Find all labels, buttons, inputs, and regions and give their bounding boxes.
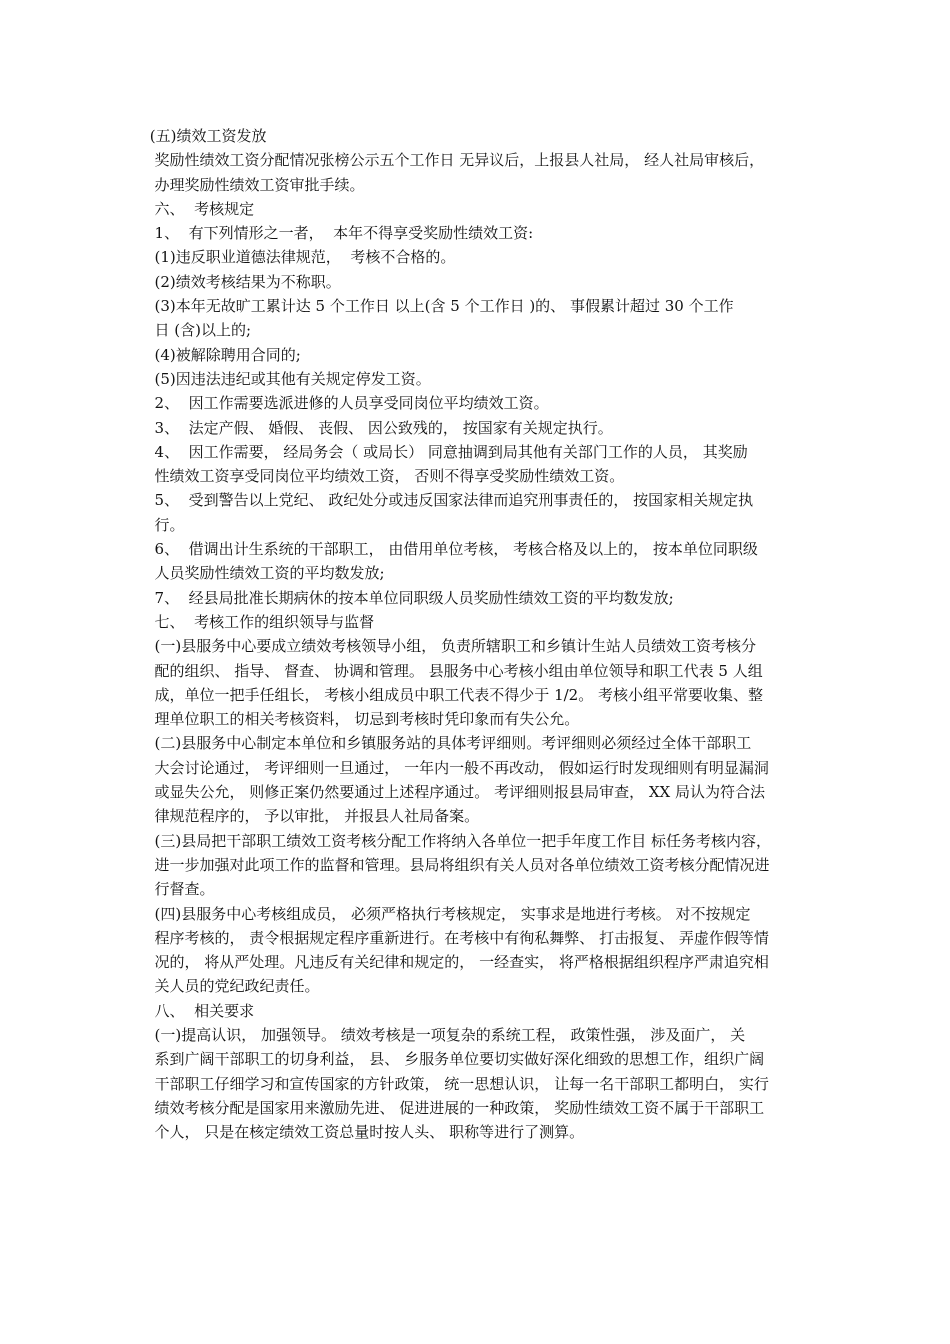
text-line: 况的， 将从严处理。凡违反有关纪律和规定的， 一经查实， 将严格根据组织程序严肃追究相 bbox=[145, 953, 769, 972]
text-line: 性绩效工资享受同岗位平均绩效工资， 否则不得享受奖励性绩效工资。 bbox=[145, 467, 625, 486]
text-line: 奖励性绩效工资分配情况张榜公示五个工作日 无异议后，上报县人社局， 经人社局审核后， bbox=[145, 151, 765, 170]
text-line: (一)提高认识， 加强领导。 绩效考核是一项复杂的系统工程， 政策性强， 涉及面广， 关 bbox=[145, 1025, 746, 1044]
text-line: 行。 bbox=[145, 515, 185, 534]
text-line: 关人员的党纪政纪责任。 bbox=[145, 977, 320, 996]
text-line: 人员奖励性绩效工资的平均数发放; bbox=[145, 564, 385, 583]
text-line: 程序考核的， 责令根据规定程序重新进行。在考核中有徇私舞弊、 打击报复、 弄虚作假等情 bbox=[145, 928, 769, 947]
text-line: (三)县局把干部职工绩效工资考核分配工作将纳入各单位一把手年度工作目 标任务考核内容， bbox=[145, 831, 772, 850]
text-line: 律规范程序的， 予以审批， 并报县人社局备案。 bbox=[145, 807, 480, 826]
text-line: (二)县服务中心制定本单位和乡镇服务站的具体考评细则。考评细则必须经过全体干部职工 bbox=[145, 734, 752, 753]
document-body bbox=[145, 124, 825, 1144]
text-line: 干部职工仔细学习和宣传国家的方针政策， 统一思想认识， 让每一名干部职工都明白， 实行 bbox=[145, 1074, 769, 1093]
text-line: (4)被解除聘用合同的; bbox=[145, 345, 301, 364]
text-line: 办理奖励性绩效工资审批手续。 bbox=[145, 175, 365, 194]
text-line: (一)县服务中心要成立绩效考核领导小组， 负责所辖职工和乡镇计生站人员绩效工资考核分 bbox=[145, 637, 757, 656]
text-line: 系到广阔干部职工的切身利益， 县、 乡服务单位要切实做好深化细致的思想工作，组织广阔 bbox=[145, 1050, 765, 1069]
text-line: 绩效考核分配是国家用来激励先进、 促进进展的一种政策， 奖励性绩效工资不属于干部职工 bbox=[145, 1098, 765, 1117]
text-line: 大会讨论通过， 考评细则一旦通过， 一年内一般不再改动， 假如运行时发现细则有明显漏洞 bbox=[145, 758, 769, 777]
text-line: 理单位职工的相关考核资料， 切忌到考核时凭印象而有失公允。 bbox=[145, 710, 580, 729]
text-line: 成，单位一把手任组长， 考核小组成员中职工代表不得少于 1/2。 考核小组平常要收集、整 bbox=[145, 685, 763, 704]
text-line: 3、 法定产假、 婚假、 丧假、 因公致残的， 按国家有关规定执行。 bbox=[145, 418, 613, 437]
text-line: 1、 有下列情形之一者， 本年不得享受奖励性绩效工资: bbox=[145, 224, 534, 243]
text-line: (四)县服务中心考核组成员， 必须严格执行考核规定， 实事求是地进行考核。 对不按规定 bbox=[145, 904, 751, 923]
text-line: 或显失公允， 则修正案仍然要通过上述程序通过。 考评细则报县局审查， XX 局认为符合法 bbox=[145, 783, 765, 802]
text-line: (2)绩效考核结果为不称职。 bbox=[145, 272, 341, 291]
text-line: 5、 受到警告以上党纪、 政纪处分或违反国家法律而追究刑事责任的， 按国家相关规定执 bbox=[145, 491, 754, 510]
text-line: 进一步加强对此项工作的监督和管理。县局将组织有关人员对各单位绩效工资考核分配情况进 bbox=[145, 855, 770, 874]
text-line: 配的组织、 指导、 督查、 协调和管理。 县服务中心考核小组由单位领导和职工代表 5 人组 bbox=[145, 661, 763, 680]
text-line: 日 (含)以上的; bbox=[145, 321, 252, 340]
text-line: 个人， 只是在核定绩效工资总量时按人头、 职称等进行了测算。 bbox=[145, 1123, 585, 1142]
text-line: 6、 借调出计生系统的干部职工， 由借用单位考核， 考核合格及以上的， 按本单位同职级 bbox=[145, 540, 758, 559]
text-line: 行督查。 bbox=[145, 880, 215, 899]
text-line: (1)违反职业道德法律规范， 考核不合格的。 bbox=[145, 248, 456, 267]
text-line: 4、 因工作需要， 经局务会（ 或局长） 同意抽调到局其他有关部门工作的人员， 其奖励 bbox=[145, 442, 748, 461]
section-heading: 七、 考核工作的组织领导与监督 bbox=[145, 612, 375, 631]
text-line: (五)绩效工资发放 bbox=[145, 127, 267, 145]
section-heading: 八、 相关要求 bbox=[145, 1001, 255, 1020]
section-heading: 六、 考核规定 bbox=[145, 199, 255, 218]
text-line: 7、 经县局批准长期病休的按本单位同职级人员奖励性绩效工资的平均数发放; bbox=[145, 588, 674, 607]
text-line: (3)本年无故旷工累计达 5 个工作日 以上(含 5 个工作日 )的、 事假累计超过 30 个工作 bbox=[145, 297, 734, 316]
text-line: 2、 因工作需要选派进修的人员享受同岗位平均绩效工资。 bbox=[145, 394, 549, 413]
text-line: (5)因违法违纪或其他有关规定停发工资。 bbox=[145, 369, 431, 388]
